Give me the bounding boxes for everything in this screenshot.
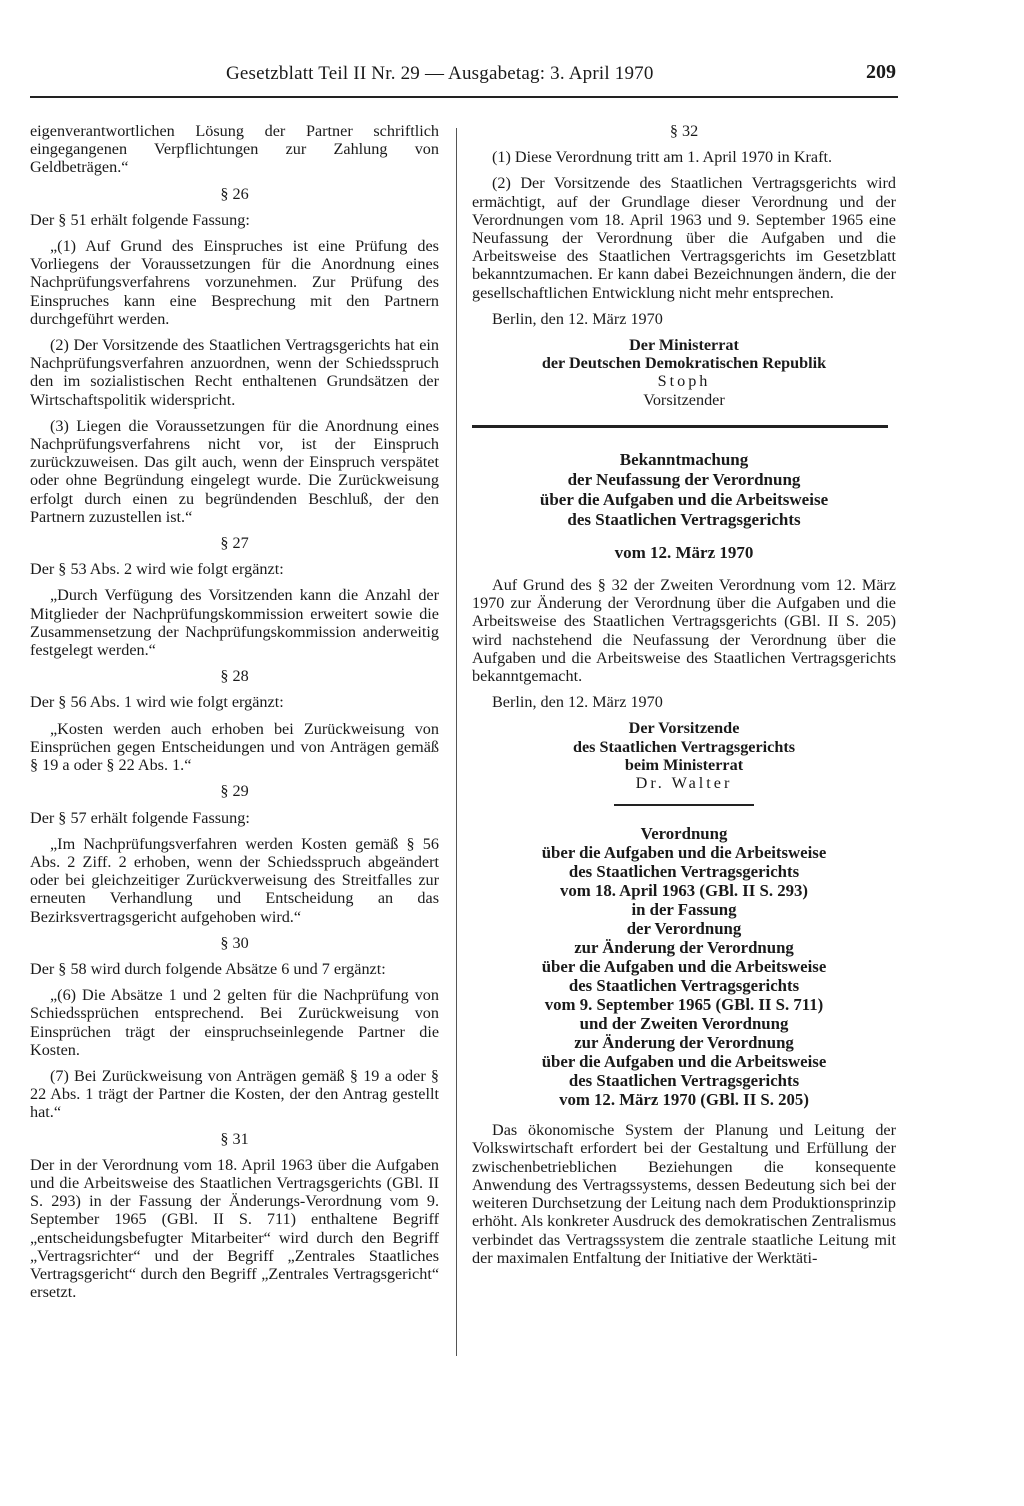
section-heading-29: § 29 bbox=[220, 782, 249, 801]
page-number: 209 bbox=[866, 61, 896, 83]
title-line: des Staatlichen Vertragsgerichts bbox=[568, 1071, 800, 1091]
paragraph: Der § 51 erhält folgende Fassung: bbox=[30, 210, 250, 229]
paragraph: (2) Der Vorsitzende des Staatlichen Vertragsgerichts hat ein Nachprüfungsverfahren anzuordnen, wenn der Schiedsspruch den im sozialistischen Recht enthaltenen Grundsätzen der Wirtschaftspolitik widerspricht. bbox=[30, 336, 439, 409]
title-line: über die Aufgaben und die Arbeitsweise bbox=[541, 957, 827, 977]
paragraph: „Durch Verfügung des Vorsitzenden kann die Anzahl der Mitglieder der Nachprüfungskommission erweitert sowie die Zusammensetzung der Nachprüfungskommission anderweitig festgelegt werden.“ bbox=[30, 586, 439, 660]
title-line: Verordnung bbox=[640, 824, 728, 844]
title-line: des Staatlichen Vertragsgerichts bbox=[567, 509, 801, 529]
title-line: über die Aufgaben und die Arbeitsweise bbox=[539, 489, 829, 509]
section-heading-32: § 32 bbox=[669, 122, 699, 140]
running-header: Gesetzblatt Teil II Nr. 29 — Ausgabetag: 3. April 1970 bbox=[226, 63, 654, 84]
section-rule bbox=[472, 425, 888, 428]
signatory-role: Vorsitzender bbox=[643, 390, 725, 409]
paragraph: (3) Liegen die Voraussetzungen für die Anordnung eines Nachprüfungsverfahrens nicht vor, ist der Einspruch zurückzuweisen. Das gilt auch, wenn der Einspruch verspätet oder ohne Begründung eingelegt wurde. Die Zurückweisung erfolgt durch einen zu begründenden Beschluß, der den Partnern zuzustellen ist.“ bbox=[30, 416, 439, 526]
paragraph: eigenverantwortlichen Lösung der Partner schriftlich eingegangenen Verpflichtungen zur Zahlung von Geldbeträgen.“ bbox=[30, 122, 439, 177]
paragraph: Der § 58 wird durch folgende Absätze 6 und 7 ergänzt: bbox=[30, 959, 386, 978]
title-line: der Verordnung bbox=[626, 919, 742, 939]
section-heading-28: § 28 bbox=[220, 667, 249, 686]
paragraph: „Im Nachprüfungsverfahren werden Kosten gemäß § 56 Abs. 2 Ziff. 2 erhoben, wenn der Schiedsspruch abgeändert oder bei gleichzeitiger Zurückverweisung des Streitfalles zur erneuten Verhandlung und Entscheidung an das Bezirksvertragsgericht aufgehoben wird.“ bbox=[30, 834, 439, 926]
announcement-title bbox=[472, 450, 896, 530]
signatory-name: Dr. Walter bbox=[635, 774, 733, 793]
signatory-name: Stoph bbox=[657, 372, 711, 391]
paragraph: „Kosten werden auch erhoben bei Zurückweisung von Einsprüchen gegen Entscheidungen und von Anträgen gemäß § 19 a oder § 22 Abs. 1.“ bbox=[30, 719, 439, 775]
title-line: und der Zweiten Verordnung bbox=[579, 1014, 789, 1034]
signature-line: der Deutschen Demokratischen Republik bbox=[541, 354, 827, 373]
short-rule bbox=[614, 804, 754, 806]
title-line: zur Änderung der Verordnung bbox=[574, 1033, 794, 1053]
paragraph: (1) Diese Verordnung tritt am 1. April 1970 in Kraft. bbox=[492, 148, 833, 167]
paragraph: Der in der Verordnung vom 18. April 1963 über die Aufgaben und die Arbeitsweise des Staatlichen Vertragsgerichts (GBl. II S. 293) in der Fassung der Änderungs-Verordnung vom 9. September 1965 (GBl. II S. 711) enthaltene Begriff „entscheidungsbefugter Mitarbeiter“ wird durch den Begriff „Vertragsrichter“ und der Begriff „Zentrales Staatliches Vertragsgericht“ durch den Begriff „Zentrales Vertragsgericht“ ersetzt. bbox=[30, 1155, 439, 1302]
title-line: über die Aufgaben und die Arbeitsweise bbox=[541, 843, 827, 863]
right-column bbox=[472, 122, 896, 1275]
title-line: in der Fassung bbox=[631, 900, 737, 920]
announcement-date: vom 12. März 1970 bbox=[614, 542, 754, 562]
left-column bbox=[30, 122, 439, 1309]
title-line: zur Änderung der Verordnung bbox=[574, 938, 794, 958]
paragraph: Das ökonomische System der Planung und Leitung der Volkswirtschaft erfordert bei der Gestaltung und Erfüllung der zwischenbetrieblichen Beziehungen die konsequente Anwendung des Vertragssystems, dessen Bedeutung sich bei der weiteren Durchsetzung der Leitung nach dem Produktionsprinzip erhöht. Als konkreter Ausdruck des demokratischen Zentralismus verbindet das Vertragssystem die zentrale staatliche Leitung mit der maximalen Entfaltung der Initiative der Werktäti- bbox=[472, 1121, 896, 1267]
paragraph: (2) Der Vorsitzende des Staatlichen Vertragsgerichts wird ermächtigt, auf der Grundlage dieser Verordnung und der Verordnungen vom 18. April 1963 und 9. September 1965 eine Neufassung der Verordnung über die Aufgaben und die Arbeitsweise des Staatlichen Vertragsgerichts im Gesetzblatt bekanntzumachen. Er kann dabei Bezeichnungen ändern, die der gesellschaftlichen Entwicklung nicht mehr entsprechen. bbox=[472, 174, 896, 302]
title-line: über die Aufgaben und die Arbeitsweise bbox=[541, 1052, 827, 1072]
paragraph: Der § 56 Abs. 1 wird wie folgt ergänzt: bbox=[30, 693, 284, 712]
paragraph: „(6) Die Absätze 1 und 2 gelten für die Nachprüfung von Schiedssprüchen entsprechend. Bei Zurückweisung von Einsprüchen trägt der einspruchseinlegende Partner die Kosten. bbox=[30, 986, 439, 1059]
paragraph: Der § 53 Abs. 2 wird wie folgt ergänzt: bbox=[30, 560, 284, 579]
paragraph: „(1) Auf Grund des Einspruches ist eine Prüfung des Vorliegens der Voraussetzungen für die Anordnung eines Nachprüfungsverfahrens vorzunehmen. Zur Prüfung des Einspruches kann eine Besprechung mit den Partnern durchgeführt werden. bbox=[30, 237, 439, 328]
section-heading-27: § 27 bbox=[220, 534, 249, 553]
paragraph: (7) Bei Zurückweisung von Anträgen gemäß § 19 a oder § 22 Abs. 1 trägt der Partner die Kosten, der den Antrag gestellt hat.“ bbox=[30, 1066, 439, 1122]
title-line: vom 9. September 1965 (GBl. II S. 711) bbox=[544, 995, 824, 1015]
signature-line: beim Ministerrat bbox=[624, 755, 744, 774]
title-line: vom 12. März 1970 (GBl. II S. 205) bbox=[559, 1090, 809, 1110]
ordinance-title bbox=[472, 824, 896, 1109]
header-rule bbox=[30, 96, 898, 98]
title-line: des Staatlichen Vertragsgerichts bbox=[568, 976, 800, 996]
section-heading-26: § 26 bbox=[220, 184, 249, 203]
section-heading-31: § 31 bbox=[220, 1129, 249, 1148]
section-heading-30: § 30 bbox=[220, 933, 249, 952]
signature-block-ministerrat bbox=[472, 336, 896, 409]
title-line: vom 18. April 1963 (GBl. II S. 293) bbox=[559, 881, 808, 901]
place-date: Berlin, den 12. März 1970 bbox=[492, 693, 663, 712]
title-line: der Neufassung der Verordnung bbox=[567, 469, 801, 489]
signature-line: des Staatlichen Vertragsgerichts bbox=[572, 737, 796, 756]
signature-line: Der Vorsitzende bbox=[628, 719, 740, 738]
paragraph: Auf Grund des § 32 der Zweiten Verordnung vom 12. März 1970 zur Änderung der Verordnung über die Aufgaben und die Arbeitsweise des Staatlichen Vertragsgerichts (GBl. II S. 205) wird nachstehend die Neufassung der Verordnung über die Aufgaben und die Arbeitsweise des Staatlichen Vertragsgerichts bekanntgemacht. bbox=[472, 576, 896, 686]
title-line: Bekanntmachung bbox=[619, 449, 749, 469]
place-date: Berlin, den 12. März 1970 bbox=[492, 309, 663, 328]
signature-block-vertragsgericht bbox=[472, 719, 896, 792]
paragraph: Der § 57 erhält folgende Fassung: bbox=[30, 808, 250, 827]
column-divider bbox=[456, 128, 457, 1356]
title-line: des Staatlichen Vertragsgerichts bbox=[568, 862, 800, 882]
signature-line: Der Ministerrat bbox=[629, 336, 739, 355]
